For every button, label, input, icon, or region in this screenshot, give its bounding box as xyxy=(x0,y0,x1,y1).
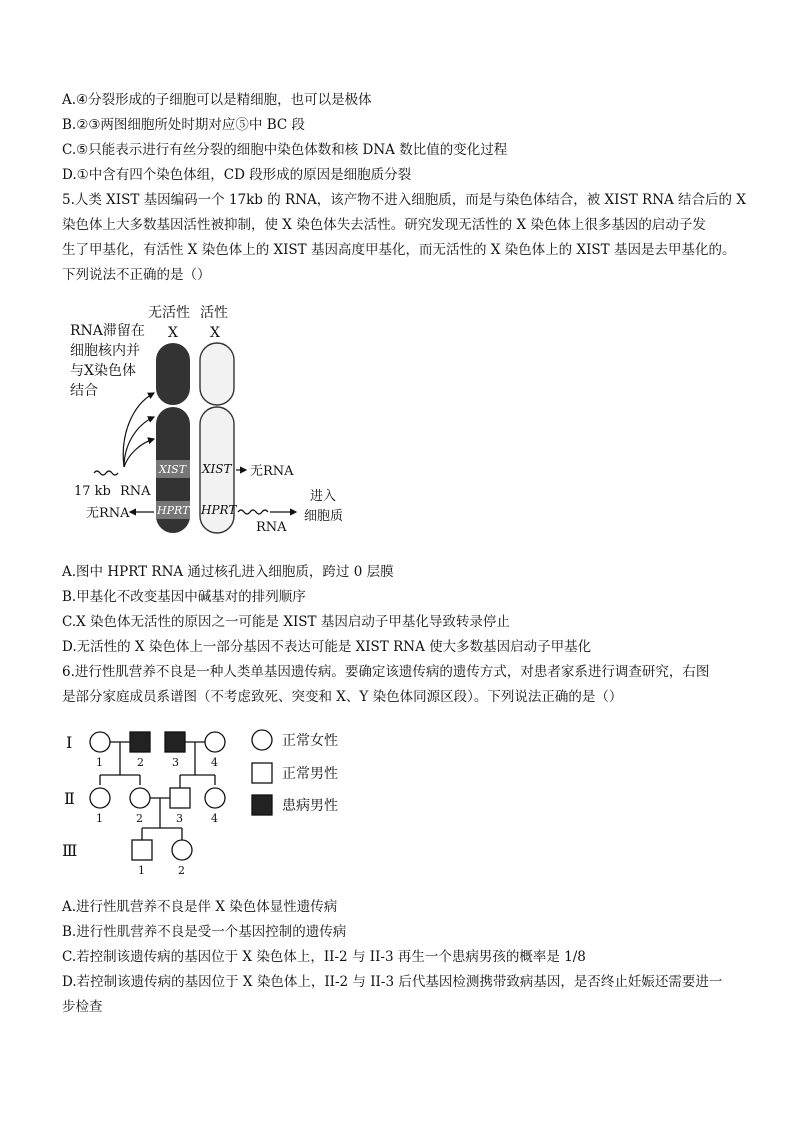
gen-label-ii: Ⅱ xyxy=(64,789,75,808)
no-rna-label-left: 无RNA xyxy=(86,506,130,521)
num-i3: 3 xyxy=(172,756,179,769)
q5-stem-line-4: 下列说法不正确的是（） xyxy=(62,267,211,283)
hprt-label-active: HPRT xyxy=(201,503,237,517)
note-line-2: 细胞核内并 xyxy=(70,343,140,359)
num-i4: 4 xyxy=(211,756,218,769)
active-x-short-arm xyxy=(200,343,234,405)
label-inactive: 无活性 xyxy=(148,305,190,321)
num-ii2: 2 xyxy=(136,812,143,825)
gen-label-i: Ⅰ xyxy=(66,733,73,752)
num-i1: 1 xyxy=(96,756,103,769)
num-ii4: 4 xyxy=(211,812,218,825)
q5-option-d: D.无活性的 X 染色体上一部分基因不表达可能是 XIST RNA 使大多数基因启动子甲基化 xyxy=(62,639,592,655)
label-x-inactive: X xyxy=(168,325,178,341)
legend-normal-male-symbol xyxy=(252,763,272,783)
enter-label-2: 细胞质 xyxy=(304,509,344,524)
i3-affected-male xyxy=(165,732,185,752)
legend-normal-male: 正常男性 xyxy=(282,766,338,782)
iii2-normal-female xyxy=(172,840,192,860)
hprt-rna-label: RNA xyxy=(256,520,287,535)
x-chromosome-figure xyxy=(60,295,360,545)
gen-label-iii: Ⅲ xyxy=(62,841,78,860)
rna-binding-arrow-1 xyxy=(123,393,154,467)
label-active: 活性 xyxy=(200,305,228,321)
iii1-normal-male xyxy=(132,840,152,860)
q4-option-b: B.②③两图细胞所处时期对应⑤中 BC 段 xyxy=(62,117,305,133)
num-ii3: 3 xyxy=(176,812,183,825)
q6-option-a: A.进行性肌营养不良是伴 X 染色体显性遗传病 xyxy=(62,899,338,915)
q6-option-d-line-1: D.若控制该遗传病的基因位于 X 染色体上，II-2 与 II-3 后代基因检测携带致病基因，是否终止妊娠还需要进一 xyxy=(62,974,723,990)
xist-label-active: XIST xyxy=(202,462,232,476)
q6-option-c: C.若控制该遗传病的基因位于 X 染色体上，II-2 与 II-3 再生一个患病男孩的概率是 1/8 xyxy=(62,949,586,965)
i2-affected-male xyxy=(130,732,150,752)
kb-label: 17 kb xyxy=(74,484,111,499)
hprt-rna-wave xyxy=(238,510,268,514)
xist-rna-wave xyxy=(94,471,118,475)
q4-option-a: A.④分裂形成的子细胞可以是精细胞，也可以是极体 xyxy=(62,92,372,108)
ii3-normal-male xyxy=(170,788,190,808)
q5-option-a: A.图中 HPRT RNA 通过核孔进入细胞质，跨过 0 层膜 xyxy=(62,564,394,580)
legend-affected-male: 患病男性 xyxy=(282,798,338,814)
num-ii1: 1 xyxy=(96,812,103,825)
q5-stem-line-2: 染色体上大多数基因活性被抑制，使 X 染色体失去活性。研究发现无活性的 X 染色体上很多基因的启动子发 xyxy=(62,217,706,233)
no-rna-label-right: 无RNA xyxy=(250,464,294,479)
num-iii2: 2 xyxy=(178,864,185,877)
enter-label-1: 进入 xyxy=(310,489,337,504)
i1-normal-female xyxy=(90,732,110,752)
ii2-normal-female xyxy=(130,788,150,808)
pedigree-chart xyxy=(60,720,360,880)
q5-option-b: B.甲基化不改变基因中碱基对的排列顺序 xyxy=(62,589,306,605)
num-i2: 2 xyxy=(137,756,144,769)
q6-stem-line-1: 6.进行性肌营养不良是一种人类单基因遗传病。要确定该遗传病的遗传方式，对患者家系进行调查研究，右图 xyxy=(62,664,710,680)
xist-rna-label: RNA xyxy=(120,484,151,499)
q6-option-d-line-2: 步检查 xyxy=(62,999,103,1015)
note-line-1: RNA滞留在 xyxy=(70,323,145,339)
num-iii1: 1 xyxy=(138,864,145,877)
ii4-normal-female xyxy=(205,788,225,808)
note-line-4: 结合 xyxy=(70,383,98,399)
label-x-active: X xyxy=(210,325,220,341)
q4-option-c: C.⑤只能表示进行有丝分裂的细胞中染色体数和核 DNA 数比值的变化过程 xyxy=(62,142,508,158)
ii1-normal-female xyxy=(90,788,110,808)
q5-stem-line-3: 生了甲基化，有活性 X 染色体上的 XIST 基因高度甲基化，而无活性的 X 染色体上的 XIST 基因是去甲基化的。 xyxy=(62,242,736,258)
inactive-x-short-arm xyxy=(156,343,190,405)
legend-affected-male-symbol xyxy=(252,795,272,815)
i4-normal-female xyxy=(205,732,225,752)
hprt-label-inactive: HPRT xyxy=(157,504,190,517)
q5-option-c: C.X 染色体无活性的原因之一可能是 XIST 基因启动子甲基化导致转录停止 xyxy=(62,614,510,630)
q5-stem-line-1: 5.人类 XIST 基因编码一个 17kb 的 RNA，该产物不进入细胞质，而是与染色体结合，被 XIST RNA 结合后的 X xyxy=(62,192,746,208)
note-line-3: 与X染色体 xyxy=(70,363,136,379)
legend-normal-female-symbol xyxy=(252,730,272,750)
q6-stem-line-2: 是部分家庭成员系谱图（不考虑致死、突变和 X、Y 染色体同源区段）。下列说法正确的是（） xyxy=(62,689,623,705)
q4-option-d: D.①中含有四个染色体组，CD 段形成的原因是细胞质分裂 xyxy=(62,167,412,183)
xist-label-inactive: XIST xyxy=(159,463,187,476)
q6-option-b: B.进行性肌营养不良是受一个基因控制的遗传病 xyxy=(62,924,347,940)
legend-normal-female: 正常女性 xyxy=(282,733,338,749)
